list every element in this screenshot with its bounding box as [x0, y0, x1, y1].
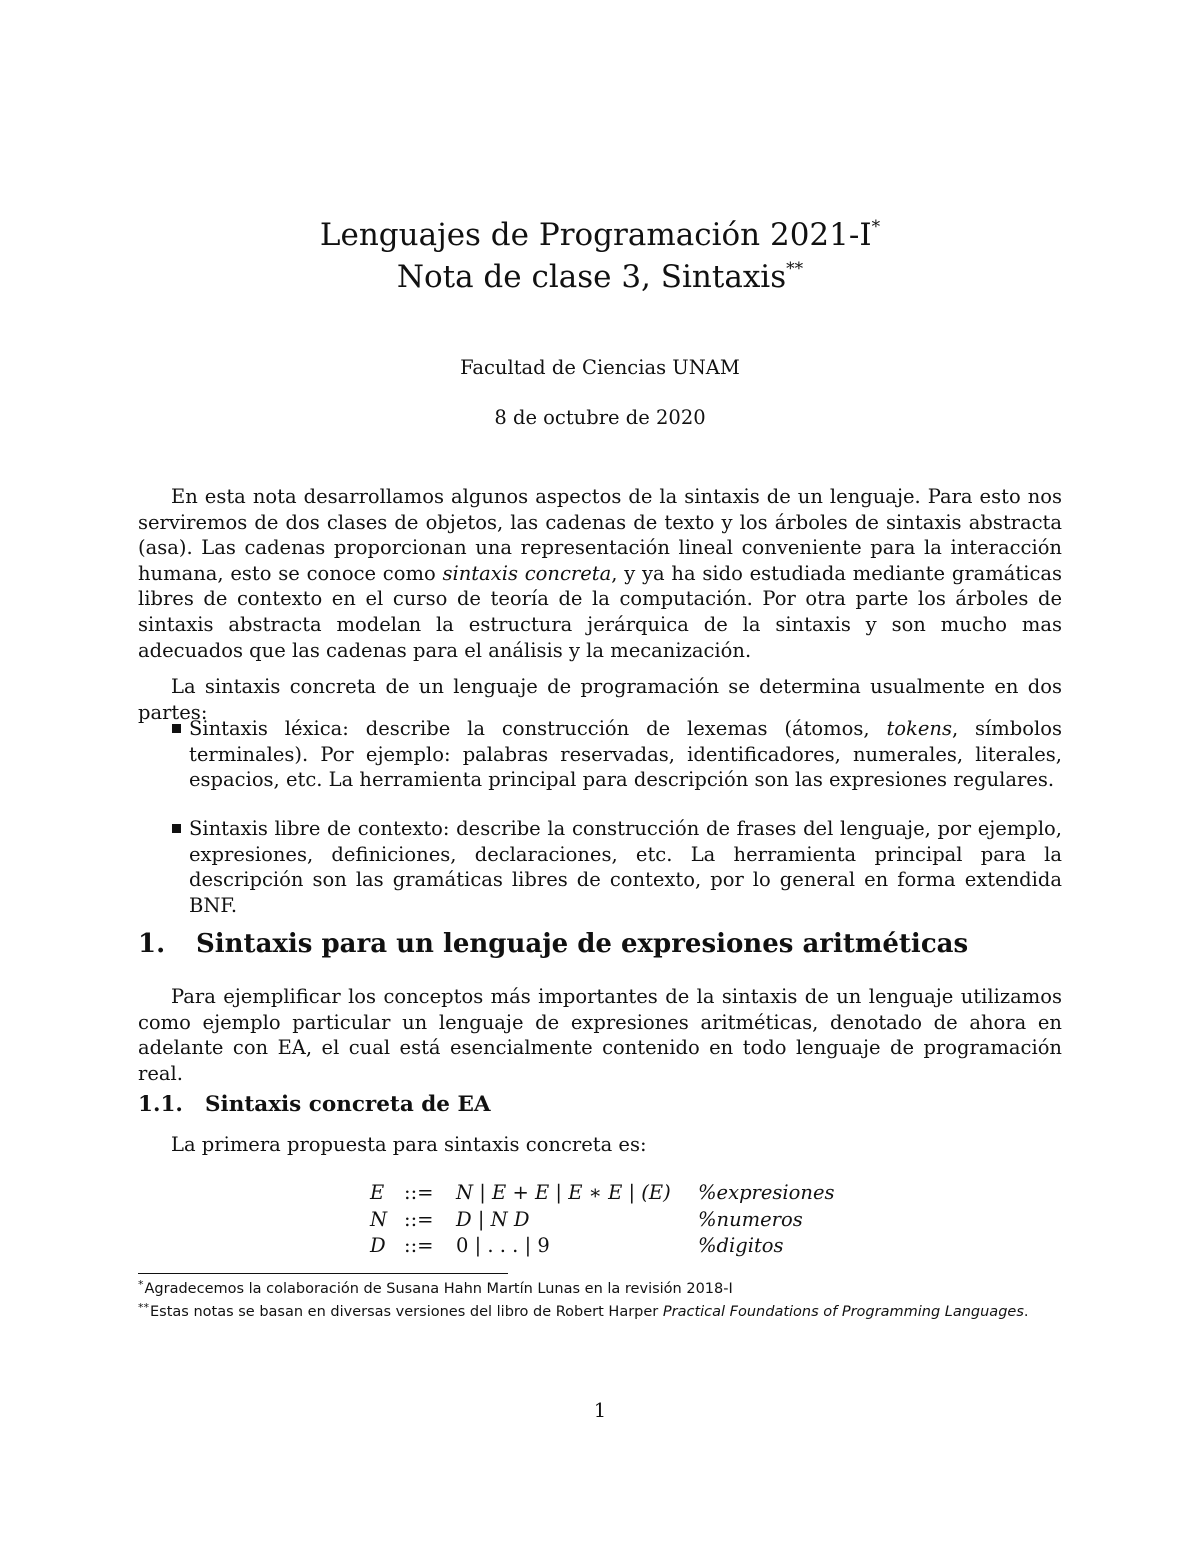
- square-bullet-icon: [172, 824, 181, 833]
- title-footnote-mark-2: **: [786, 259, 804, 279]
- footnote-rule: [138, 1273, 508, 1274]
- affiliation: Facultad de Ciencias UNAM: [460, 356, 740, 379]
- intro-paragraph-1: En esta nota desarrollamos algunos aspectos de la sintaxis de un lenguaje. Para esto nos serviremos de dos clases de objetos, las cadenas de texto y los árboles de sintaxis abstracta (asa). Las cadenas proporcionan una representación lineal conveniente para la interacción humana, esto se conoce como sintaxis concreta, y ya ha sido estudiada mediante gramáticas libres de contexto en el curso de teoría de la computación. Por otra parte los árboles de sintaxis abstracta modelan la estructura jerárquica de la sintaxis y son mucho mas adecuados que las cadenas para el análisis y la mecanización.: [138, 485, 1063, 662]
- emphasis-sintaxis-concreta: sintaxis concreta: [442, 561, 612, 585]
- footnote-1: *Agradecemos la colaboración de Susana Hahn Martín Lunas en la revisión 2018-I: [138, 1278, 733, 1297]
- title-line-1: Lenguajes de Programación 2021-I*: [319, 217, 881, 253]
- intro-paragraph-2: La sintaxis concreta de un lenguaje de programación se determina usualmente en dos partes:: [138, 675, 1062, 724]
- list-item: Sintaxis libre de contexto: describe la construcción de frases del lenguaje, por ejemplo, expresiones, definiciones, declaraciones, etc. La herramienta principal para la descripción son las gramáticas libres de contexto, por lo general en forma extendida BNF.: [138, 816, 1062, 918]
- subsection-paragraph: La primera propuesta para sintaxis concreta es:: [171, 1133, 647, 1156]
- section-heading-1: 1. Sintaxis para un lenguaje de expresiones aritméticas: [138, 929, 969, 959]
- square-bullet-icon: [172, 724, 181, 733]
- list-item: Sintaxis léxica: describe la construcción de lexemas (átomos, tokens, símbolos terminales). Por ejemplo: palabras reservadas, identificadores, numerales, literales, espacios, etc. La herramienta principal para descripción son las expresiones regulares.: [138, 716, 1062, 793]
- date: 8 de octubre de 2020: [494, 406, 706, 429]
- page-number: 1: [593, 1399, 607, 1422]
- subsection-heading-1-1: 1.1. Sintaxis concreta de EA: [138, 1092, 491, 1117]
- section-1-paragraph: Para ejemplificar los conceptos más importantes de la sintaxis de un lenguaje utilizamos como ejemplo particular un lenguaje de expresiones aritméticas, denotado de ahora en adelante con EA, el cual está esencialmente contenido en todo lenguaje de programación real.: [138, 985, 1062, 1085]
- paper-page: Lenguajes de Programación 2021-I* Nota de clase 3, Sintaxis** Facultad de Ciencias UNAM 8 de octubre de 2020 En esta nota desarrollamos algunos aspectos de la sintaxis de un lenguaje. Para esto nos serviremos de dos clases de objetos, las cadenas de texto y los árboles de sintaxis abstracta (asa). Las cadenas proporcionan una representación lineal conveniente para la interacción humana, esto se conoce como sintaxis concreta, y ya ha sido estudiada mediante gramáticas libres de contexto en el curso de teoría de la computación. Por otra parte los árboles de sintaxis abstracta modelan la estructura jerárquica de la sintaxis y son mucho mas adecuados que las cadenas para el análisis y la mecanización. La sintaxis concreta de un lenguaje de programación se determina usualmente en dos partes: Sintaxis léxica: describe la construcción de lexemas (átomos, tokens, símbolos terminales). Por ejemplo: palabras reservadas, identificadores, numerales, literales, espacios, etc. La herramienta principal para descripción son las expresiones regulares. Sintaxis libre de contexto: describe la construcción de frases del lenguaje, por ejemplo, expresiones, definiciones, declaraciones, etc. La herramienta principal para la descripción son las gramáticas libres de contexto, por lo general en forma extendida BNF. 1. Sintaxis para un lenguaje de expresiones aritméticas Para ejemplificar los conceptos más importantes de la sintaxis de un lenguaje utilizamos como ejemplo particular un lenguaje de expresiones aritméticas, denotado de ahora en adelante con EA, el cual está esencialmente contenido en todo lenguaje de programación real. 1.1. Sintaxis concreta de EA La primera propuesta para sintaxis concreta es: E ::= N | E + E | E ∗ E | (E) %expresiones N ::= D | N D %numeros D ::= 0 | . . . | 9 %digitos *Agradecemos la colaboración de Susana Hahn Martín Lunas en la revisión 2018-I **Estas notas se basan en diversas versiones del libro de Robert Harper Practical Foundations of Programming Languages. 1: [0, 0, 1200, 1553]
- title-block: [0, 214, 1200, 298]
- title-footnote-mark-1: *: [871, 217, 881, 237]
- footnote-2: **Estas notas se basan en diversas versiones del libro de Robert Harper Practical Foundations of Programming Languages.: [138, 1301, 1029, 1320]
- title-line-2: Nota de clase 3, Sintaxis**: [396, 259, 804, 295]
